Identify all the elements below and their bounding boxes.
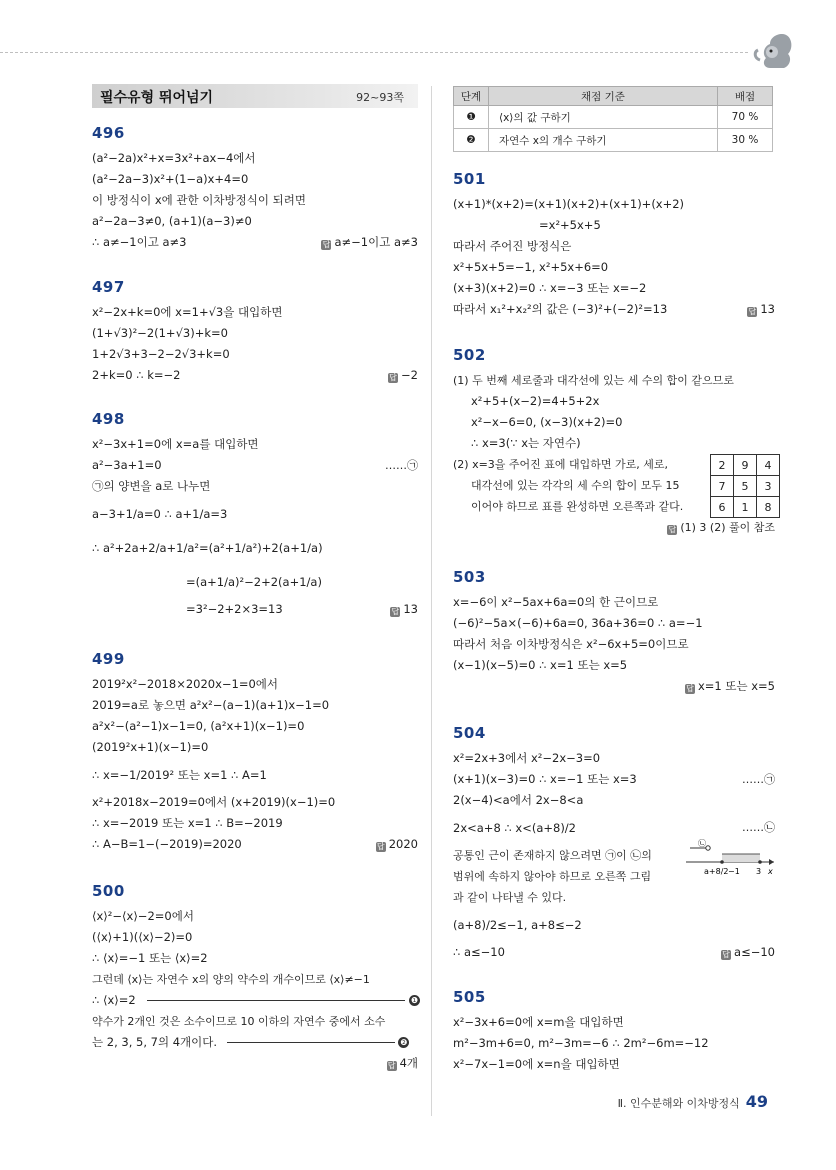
problem-number: 500: [92, 882, 125, 900]
solution-line: 2019=a로 놓으면 a²x²−(a−1)(a+1)x−1=0: [92, 698, 330, 712]
solution-line: 따라서 처음 이차방정식은 x²−6x+5=0이므로: [453, 637, 689, 651]
grading-score: 70 %: [718, 106, 773, 129]
solution-line: =(a+1/a)²−2+2(a+1/a): [186, 575, 322, 589]
solution-line: 1+2√3+3−2−2√3+k=0: [92, 347, 230, 361]
solution-line: x²+5x+5=−1, x²+5x+6=0: [453, 260, 609, 274]
page-footer: [618, 1092, 768, 1111]
step-leader-line: [147, 1000, 405, 1001]
equation-tag: ……㉠: [742, 773, 775, 786]
magic-cell: 6: [711, 497, 734, 518]
solution-line: a−3+1/a=0 ∴ a+1/a=3: [92, 507, 228, 521]
solution-line: 대각선에 있는 각각의 세 수의 합이 모두 15: [471, 479, 680, 492]
grading-step: ❶: [454, 106, 489, 129]
answer: [667, 517, 775, 538]
answer-text: −2: [401, 368, 418, 382]
solution-line: a²−3a+1=0: [92, 458, 162, 472]
answer: [388, 365, 418, 386]
problem-number: 499: [92, 650, 125, 668]
solution-line: (a²−2a−3)x²+(1−a)x+4=0: [92, 172, 249, 186]
section-title: 필수유형 뛰어넘기: [100, 90, 214, 106]
magic-square: [710, 454, 780, 518]
solution-line: (−6)²−5a×(−6)+6a=0, 36a+36=0 ∴ a=−1: [453, 616, 703, 630]
problem-505: [453, 988, 775, 1075]
solution-line: (x+3)(x+2)=0 ∴ x=−3 또는 x=−2: [453, 281, 647, 295]
numline-label-circle2: ㉡: [698, 839, 706, 848]
step-mark-2: ❷: [400, 1038, 408, 1047]
solution-line: x²−3x+6=0에 x=m을 대입하면: [453, 1015, 624, 1029]
section-header: [92, 84, 418, 108]
solution-line: ∴ a≤−10: [453, 945, 505, 959]
solution-line: ∴ x=−1/2019² 또는 x=1 ∴ A=1: [92, 768, 267, 782]
problem-number: 501: [453, 170, 486, 188]
step-mark-1: ❶: [410, 996, 419, 1005]
answer-icon: 답: [389, 373, 397, 382]
answer: [390, 599, 418, 620]
answer: [721, 942, 775, 963]
answer-icon: 답: [322, 240, 331, 249]
section-pages: 92~93쪽: [356, 91, 404, 104]
grading-criterion: ⟨x⟩의 값 구하기: [489, 106, 718, 129]
solution-line: 그런데 ⟨x⟩는 자연수 x의 양의 약수의 개수이므로 ⟨x⟩≠−1: [92, 973, 370, 986]
page-number: 49: [745, 1092, 768, 1111]
solution-line: x²=2x+3에서 x²−2x−3=0: [453, 751, 601, 765]
solution-line: ∴ ⟨x⟩=2: [92, 993, 136, 1007]
solution-line: 따라서 주어진 방정식은: [453, 239, 572, 253]
solution-line: (2019²x+1)(x−1)=0: [92, 740, 209, 754]
solution-line: (x+1)*(x+2)=(x+1)(x+2)+(x+1)+(x+2): [453, 197, 685, 211]
header-dashed-rule: [0, 52, 748, 53]
answer-text: 13: [403, 602, 418, 616]
problem-number: 504: [453, 724, 486, 742]
answer-icon: 답: [722, 950, 730, 959]
grading-header-criterion: 채점 기준: [489, 87, 718, 106]
grading-header-step: 단계: [454, 87, 489, 106]
solution-line: (a+8)/2≤−1, a+8≤−2: [453, 918, 582, 932]
grading-score: 30 %: [718, 129, 773, 152]
problem-497: [92, 278, 418, 386]
solution-line: 이어야 하므로 표를 완성하면 오른쪽과 같다.: [471, 500, 684, 513]
squirrel-mascot-icon: [752, 28, 794, 72]
solution-line: 과 같이 나타낼 수 있다.: [453, 891, 567, 904]
answer-icon: 답: [387, 1061, 396, 1070]
number-line-diagram: [686, 838, 776, 882]
solution-line: 2(x−4)<a에서 2x−8<a: [453, 793, 584, 807]
solution-line: ∴ ⟨x⟩=−1 또는 ⟨x⟩=2: [92, 951, 208, 965]
problem-499: [92, 650, 418, 855]
answer-text: a≤−10: [734, 945, 775, 959]
answer: [685, 676, 775, 697]
magic-cell: 3: [757, 476, 780, 497]
solution-line: (x−1)(x−5)=0 ∴ x=1 또는 x=5: [453, 658, 628, 672]
solution-line: 는 2, 3, 5, 7의 4개이다.: [92, 1035, 218, 1049]
chapter-title: Ⅱ. 인수분해와 이차방정식: [617, 1097, 740, 1110]
solution-line: a²x²−(a²−1)x−1=0, (a²x+1)(x−1)=0: [92, 719, 305, 733]
solution-line: x²−2x+k=0에 x=1+√3을 대입하면: [92, 305, 283, 319]
answer-text: x=1 또는 x=5: [697, 679, 775, 693]
problem-number: 496: [92, 124, 125, 142]
column-divider: [431, 86, 432, 1116]
answer: [376, 834, 418, 855]
solution-line: =x²+5x+5: [539, 218, 601, 232]
solution-line: m²−3m+6=0, m²−3m=−6 ∴ 2m²−6m=−12: [453, 1036, 709, 1050]
problem-number: 505: [453, 988, 486, 1006]
solution-line: x=−6이 x²−5ax+6a=0의 한 근이므로: [453, 595, 659, 609]
solution-line: (1) 두 번째 세로줄과 대각선에 있는 세 수의 합이 같으므로: [453, 374, 734, 387]
problem-number: 497: [92, 278, 125, 296]
solution-line: 2019²x²−2018×2020x−1=0에서: [92, 677, 279, 691]
solution-line: 이 방정식이 x에 관한 이차방정식이 되려면: [92, 193, 306, 207]
equation-tag: ……㉠: [385, 459, 418, 472]
step-leader-line: [227, 1042, 395, 1043]
problem-number: 503: [453, 568, 486, 586]
solution-line: x²+2018x−2019=0에서 (x+2019)(x−1)=0: [92, 795, 336, 809]
answer-text: 2020: [388, 837, 418, 851]
problem-498: [92, 410, 418, 620]
numline-label-neg1: −1: [728, 867, 740, 876]
magic-cell: 1: [734, 497, 757, 518]
problem-503: [453, 568, 775, 697]
solution-line: x²+5+(x−2)=4+5+2x: [471, 394, 600, 408]
magic-cell: 4: [757, 455, 780, 476]
solution-line: x²−7x−1=0에 x=n을 대입하면: [453, 1057, 620, 1071]
answer-text: a≠−1이고 a≠3: [334, 235, 418, 249]
answer-icon: 답: [748, 307, 757, 316]
solution-line: x²−x−6=0, (x−3)(x+2)=0: [471, 415, 623, 429]
magic-cell: 5: [734, 476, 757, 497]
solution-line: 공통인 근이 존재하지 않으려면 ㉠이 ㉡의: [453, 849, 652, 862]
solution-line: (2) x=3을 주어진 표에 대입하면 가로, 세로,: [453, 458, 669, 471]
solution-line: x²−3x+1=0에 x=a를 대입하면: [92, 437, 259, 451]
magic-cell: 2: [711, 455, 734, 476]
answer-text: 4개: [399, 1056, 418, 1070]
solution-line: ㉠의 양변을 a로 나누면: [92, 479, 211, 493]
answer: [321, 232, 418, 253]
equation-tag: ……㉡: [742, 821, 775, 834]
problem-number: 502: [453, 346, 486, 364]
grading-row: [454, 106, 773, 129]
solution-line: ∴ x=−2019 또는 x=1 ∴ B=−2019: [92, 816, 283, 830]
grading-row: [454, 129, 773, 152]
answer-icon: 답: [686, 684, 694, 693]
problem-500: [92, 882, 418, 1074]
answer: [387, 1053, 418, 1074]
solution-line: ∴ A−B=1−(−2019)=2020: [92, 837, 242, 851]
problem-501: [453, 170, 775, 320]
solution-line: ∴ a²+2a+2/a+1/a²=(a²+1/a²)+2(a+1/a): [92, 541, 323, 555]
solution-line: ∴ a≠−1이고 a≠3: [92, 235, 187, 249]
answer-icon: 답: [391, 607, 400, 616]
solution-line: (⟨x⟩+1)(⟨x⟩−2)=0: [92, 930, 193, 944]
solution-line: 약수가 2개인 것은 소수이므로 10 이하의 자연수 중에서 소수: [92, 1015, 386, 1028]
numline-label-x: x: [768, 867, 773, 876]
answer-icon: 답: [376, 842, 385, 851]
solution-line: 2x<a+8 ∴ x<(a+8)/2: [453, 821, 576, 835]
solution-line: (1+√3)²−2(1+√3)+k=0: [92, 326, 228, 340]
numline-label-a: a+8/2: [704, 867, 729, 876]
grading-criterion: 자연수 x의 개수 구하기: [489, 129, 718, 152]
answer-text: (1) 3 (2) 풀이 참조: [680, 521, 775, 534]
solution-line: a²−2a−3≠0, (a+1)(a−3)≠0: [92, 214, 252, 228]
answer-text: 13: [760, 302, 775, 316]
solution-line: ⟨x⟩²−⟨x⟩−2=0에서: [92, 909, 194, 923]
problem-496: [92, 124, 418, 253]
answer-icon: 답: [668, 525, 677, 534]
solution-line: 범위에 속하지 않아야 하므로 오른쪽 그림: [453, 870, 652, 883]
grading-header-score: 배점: [718, 87, 773, 106]
magic-cell: 8: [757, 497, 780, 518]
solution-line: (a²−2a)x²+x=3x²+ax−4에서: [92, 151, 256, 165]
solution-line: (x+1)(x−3)=0 ∴ x=−1 또는 x=3: [453, 772, 637, 786]
answer: [747, 299, 775, 320]
numline-label-3: 3: [756, 867, 762, 876]
magic-cell: 9: [734, 455, 757, 476]
grading-table: [453, 86, 773, 152]
problem-number: 498: [92, 410, 125, 428]
solution-line: 2+k=0 ∴ k=−2: [92, 368, 181, 382]
magic-cell: 7: [711, 476, 734, 497]
solution-line: ∴ x=3(∵ x는 자연수): [471, 436, 581, 450]
solution-line: 따라서 x₁²+x₂²의 값은 (−3)²+(−2)²=13: [453, 302, 668, 316]
grading-step: ❷: [454, 129, 489, 152]
solution-line: =3²−2+2×3=13: [186, 602, 283, 616]
